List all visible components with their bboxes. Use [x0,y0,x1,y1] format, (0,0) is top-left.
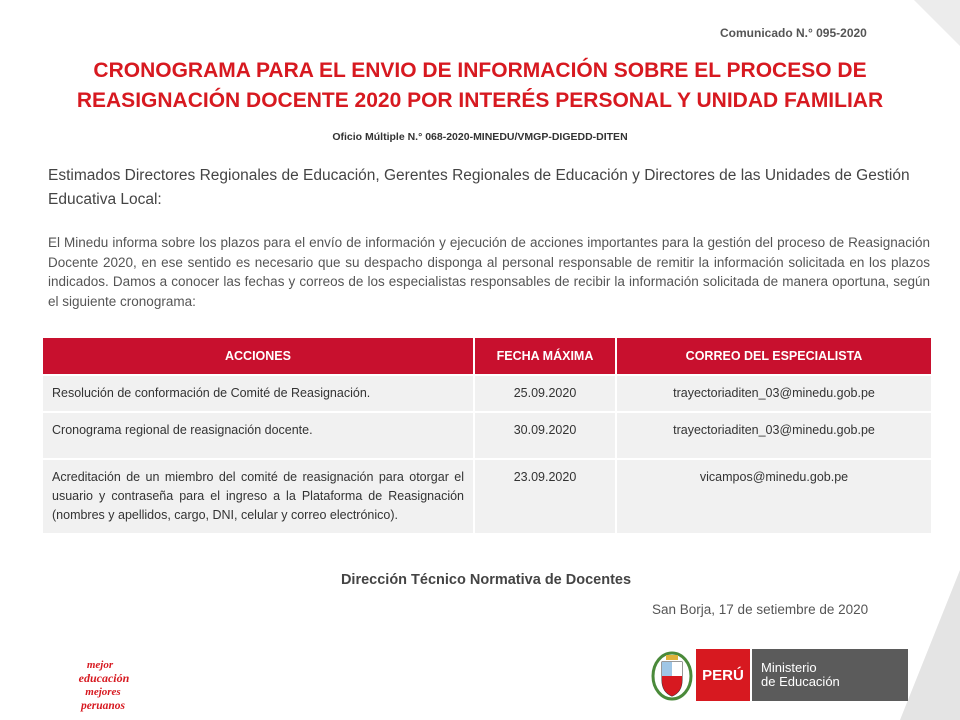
body-paragraph: El Minedu informa sobre los plazos para el envío de información y ejecución de acciones importantes para la gestión del proceso de Reasignación Docente 2020, en ese sentido es necesario que su despacho disponga al personal responsable de remitir la información solicitada en los plazos indicados. Damos a conocer las fechas y correos de los especialistas responsables de recibir la información solicitada de manera oportuna, según el siguiente cronograma: [48,235,930,309]
ministry-line-2: de Educación [761,674,840,689]
bottom-corner-decoration [900,570,960,720]
table-row [43,375,931,412]
row-action: Resolución de conformación de Comité de Reasignación. [43,375,474,412]
page-title: CRONOGRAMA PARA EL ENVIO DE INFORMACIÓN SOBRE EL PROCESO DE REASIGNACIÓN DOCENTE 2020 POR INTERÉS PERSONAL Y UNIDAD FAMILIAR [76,59,884,112]
row-date: 30.09.2020 [474,412,616,459]
logo-word-1: mejor [86,659,114,671]
row-date: 25.09.2020 [474,375,616,412]
signature-office: Dirección Técnico Normativa de Docentes [340,572,632,588]
table-row [43,412,931,459]
row-date: 23.09.2020 [474,459,616,533]
schedule-table [43,338,931,533]
peru-flag-label: PERÚ [696,649,750,701]
ministry-line-1: Ministerio [761,660,817,675]
row-email: trayectoriaditen_03@minedu.gob.pe [616,375,931,412]
coat-of-arms-icon [651,650,693,702]
top-corner-decoration [914,0,960,46]
oficio-reference: Oficio Múltiple N.° 068-2020-MINEDU/VMGP-DIGEDD-DITEN [332,131,628,143]
header-acciones: ACCIONES [43,338,474,375]
comunicado-number: Comunicado N.° 095-2020 [720,26,867,40]
ministry-label [752,649,908,701]
greeting-text: Estimados Directores Regionales de Educación, Gerentes Regionales de Educación y Directores de las Unidades de Gestión Educativa Local: [48,167,910,208]
logo-word-3: mejores [85,686,121,698]
row-email: trayectoriaditen_03@minedu.gob.pe [616,412,931,459]
logo-word-4: peruanos [80,700,126,712]
date-line: San Borja, 17 de setiembre de 2020 [652,602,869,617]
mejor-educacion-logo [70,656,144,714]
table-row [43,459,931,533]
table-header-row [43,338,931,375]
header-fecha-maxima: FECHA MÁXIMA [474,338,616,375]
header-correo: CORREO DEL ESPECIALISTA [616,338,931,375]
logo-word-2: educación [78,671,130,685]
row-action: Acreditación de un miembro del comité de reasignación para otorgar el usuario y contraseña para el ingreso a la Plataforma de Reasignación (nombres y apellidos, cargo, DNI, celular y correo electrónico). [43,459,474,533]
row-email: vicampos@minedu.gob.pe [616,459,931,533]
row-action: Cronograma regional de reasignación docente. [43,412,474,459]
